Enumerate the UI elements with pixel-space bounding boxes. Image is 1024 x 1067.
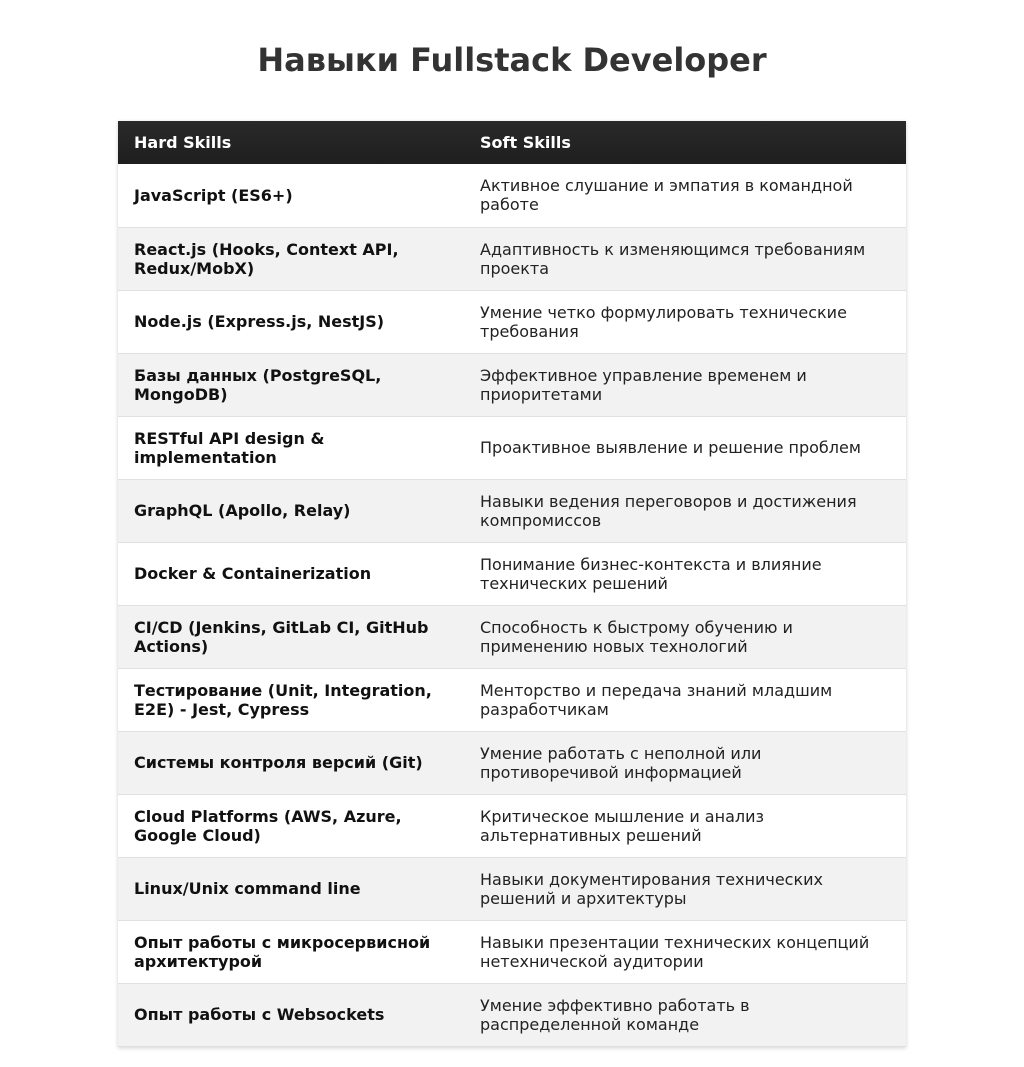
table-body bbox=[118, 164, 906, 1046]
soft-skill-cell: Понимание бизнес-контекста и влияние технических решений bbox=[480, 554, 822, 593]
soft-skill-cell: Критическое мышление и анализ альтернативных решений bbox=[480, 806, 764, 845]
soft-skill-cell: Эффективное управление временем и приоритетами bbox=[480, 365, 807, 404]
skills-table-container bbox=[118, 121, 906, 1047]
table-row bbox=[118, 227, 906, 290]
hard-skill-cell: Тестирование (Unit, Integration, E2E) - Jest, Cypress bbox=[134, 680, 432, 719]
table-row bbox=[118, 416, 906, 479]
soft-skill-cell: Навыки ведения переговоров и достижения компромиссов bbox=[480, 491, 857, 530]
hard-skill-cell: Опыт работы с микросервисной архитектурой bbox=[134, 932, 431, 971]
table-row bbox=[118, 353, 906, 416]
hard-skill-cell: Node.js (Express.js, NestJS) bbox=[134, 312, 385, 331]
table-row bbox=[118, 857, 906, 920]
soft-skill-cell: Навыки документирования технических решений и архитектуры bbox=[480, 869, 823, 908]
soft-skill-cell: Умение работать с неполной или противоречивой информацией bbox=[480, 743, 762, 782]
soft-skill-cell: Менторство и передача знаний младшим разработчикам bbox=[480, 680, 833, 719]
page-title: Навыки Fullstack Developer bbox=[257, 41, 767, 79]
skills-table bbox=[118, 121, 906, 1047]
table-row bbox=[118, 731, 906, 794]
hard-skill-cell: Системы контроля версий (Git) bbox=[134, 753, 423, 772]
soft-skill-cell: Способность к быстрому обучению и применению новых технологий bbox=[480, 617, 793, 656]
header-hard-skills: Hard Skills bbox=[134, 133, 232, 152]
soft-skill-cell: Умение четко формулировать технические требования bbox=[480, 302, 847, 341]
hard-skill-cell: Docker & Containerization bbox=[134, 564, 372, 583]
soft-skill-cell: Адаптивность к изменяющимся требованиям проекта bbox=[480, 239, 866, 278]
hard-skill-cell: React.js (Hooks, Context API, Redux/MobX) bbox=[134, 239, 399, 278]
hard-skill-cell: Базы данных (PostgreSQL, MongoDB) bbox=[134, 365, 382, 404]
table-row bbox=[118, 983, 906, 1046]
soft-skill-cell: Проактивное выявление и решение проблем bbox=[480, 438, 861, 457]
table-row bbox=[118, 542, 906, 605]
hard-skill-cell: GraphQL (Apollo, Relay) bbox=[134, 501, 351, 520]
soft-skill-cell: Активное слушание и эмпатия в командной работе bbox=[480, 176, 853, 215]
table-header bbox=[118, 121, 906, 164]
hard-skill-cell: RESTful API design & implementation bbox=[134, 428, 325, 467]
table-row bbox=[118, 920, 906, 983]
table-row bbox=[118, 479, 906, 542]
hard-skill-cell: Linux/Unix command line bbox=[134, 879, 361, 898]
table-row bbox=[118, 668, 906, 731]
header-row bbox=[118, 121, 906, 164]
hard-skill-cell: JavaScript (ES6+) bbox=[134, 185, 293, 205]
table-row bbox=[118, 164, 906, 227]
hard-skill-cell: CI/CD (Jenkins, GitLab CI, GitHub Actions) bbox=[134, 617, 429, 656]
soft-skill-cell: Умение эффективно работать в распределенной команде bbox=[480, 995, 750, 1034]
header-soft-skills: Soft Skills bbox=[480, 133, 571, 152]
hard-skill-cell: Cloud Platforms (AWS, Azure, Google Cloud) bbox=[134, 806, 402, 845]
hard-skill-cell: Опыт работы с Websockets bbox=[134, 1005, 385, 1024]
table-row bbox=[118, 605, 906, 668]
table-row bbox=[118, 290, 906, 353]
soft-skill-cell: Навыки презентации технических концепций нетехнической аудитории bbox=[480, 932, 870, 971]
table-row bbox=[118, 794, 906, 857]
